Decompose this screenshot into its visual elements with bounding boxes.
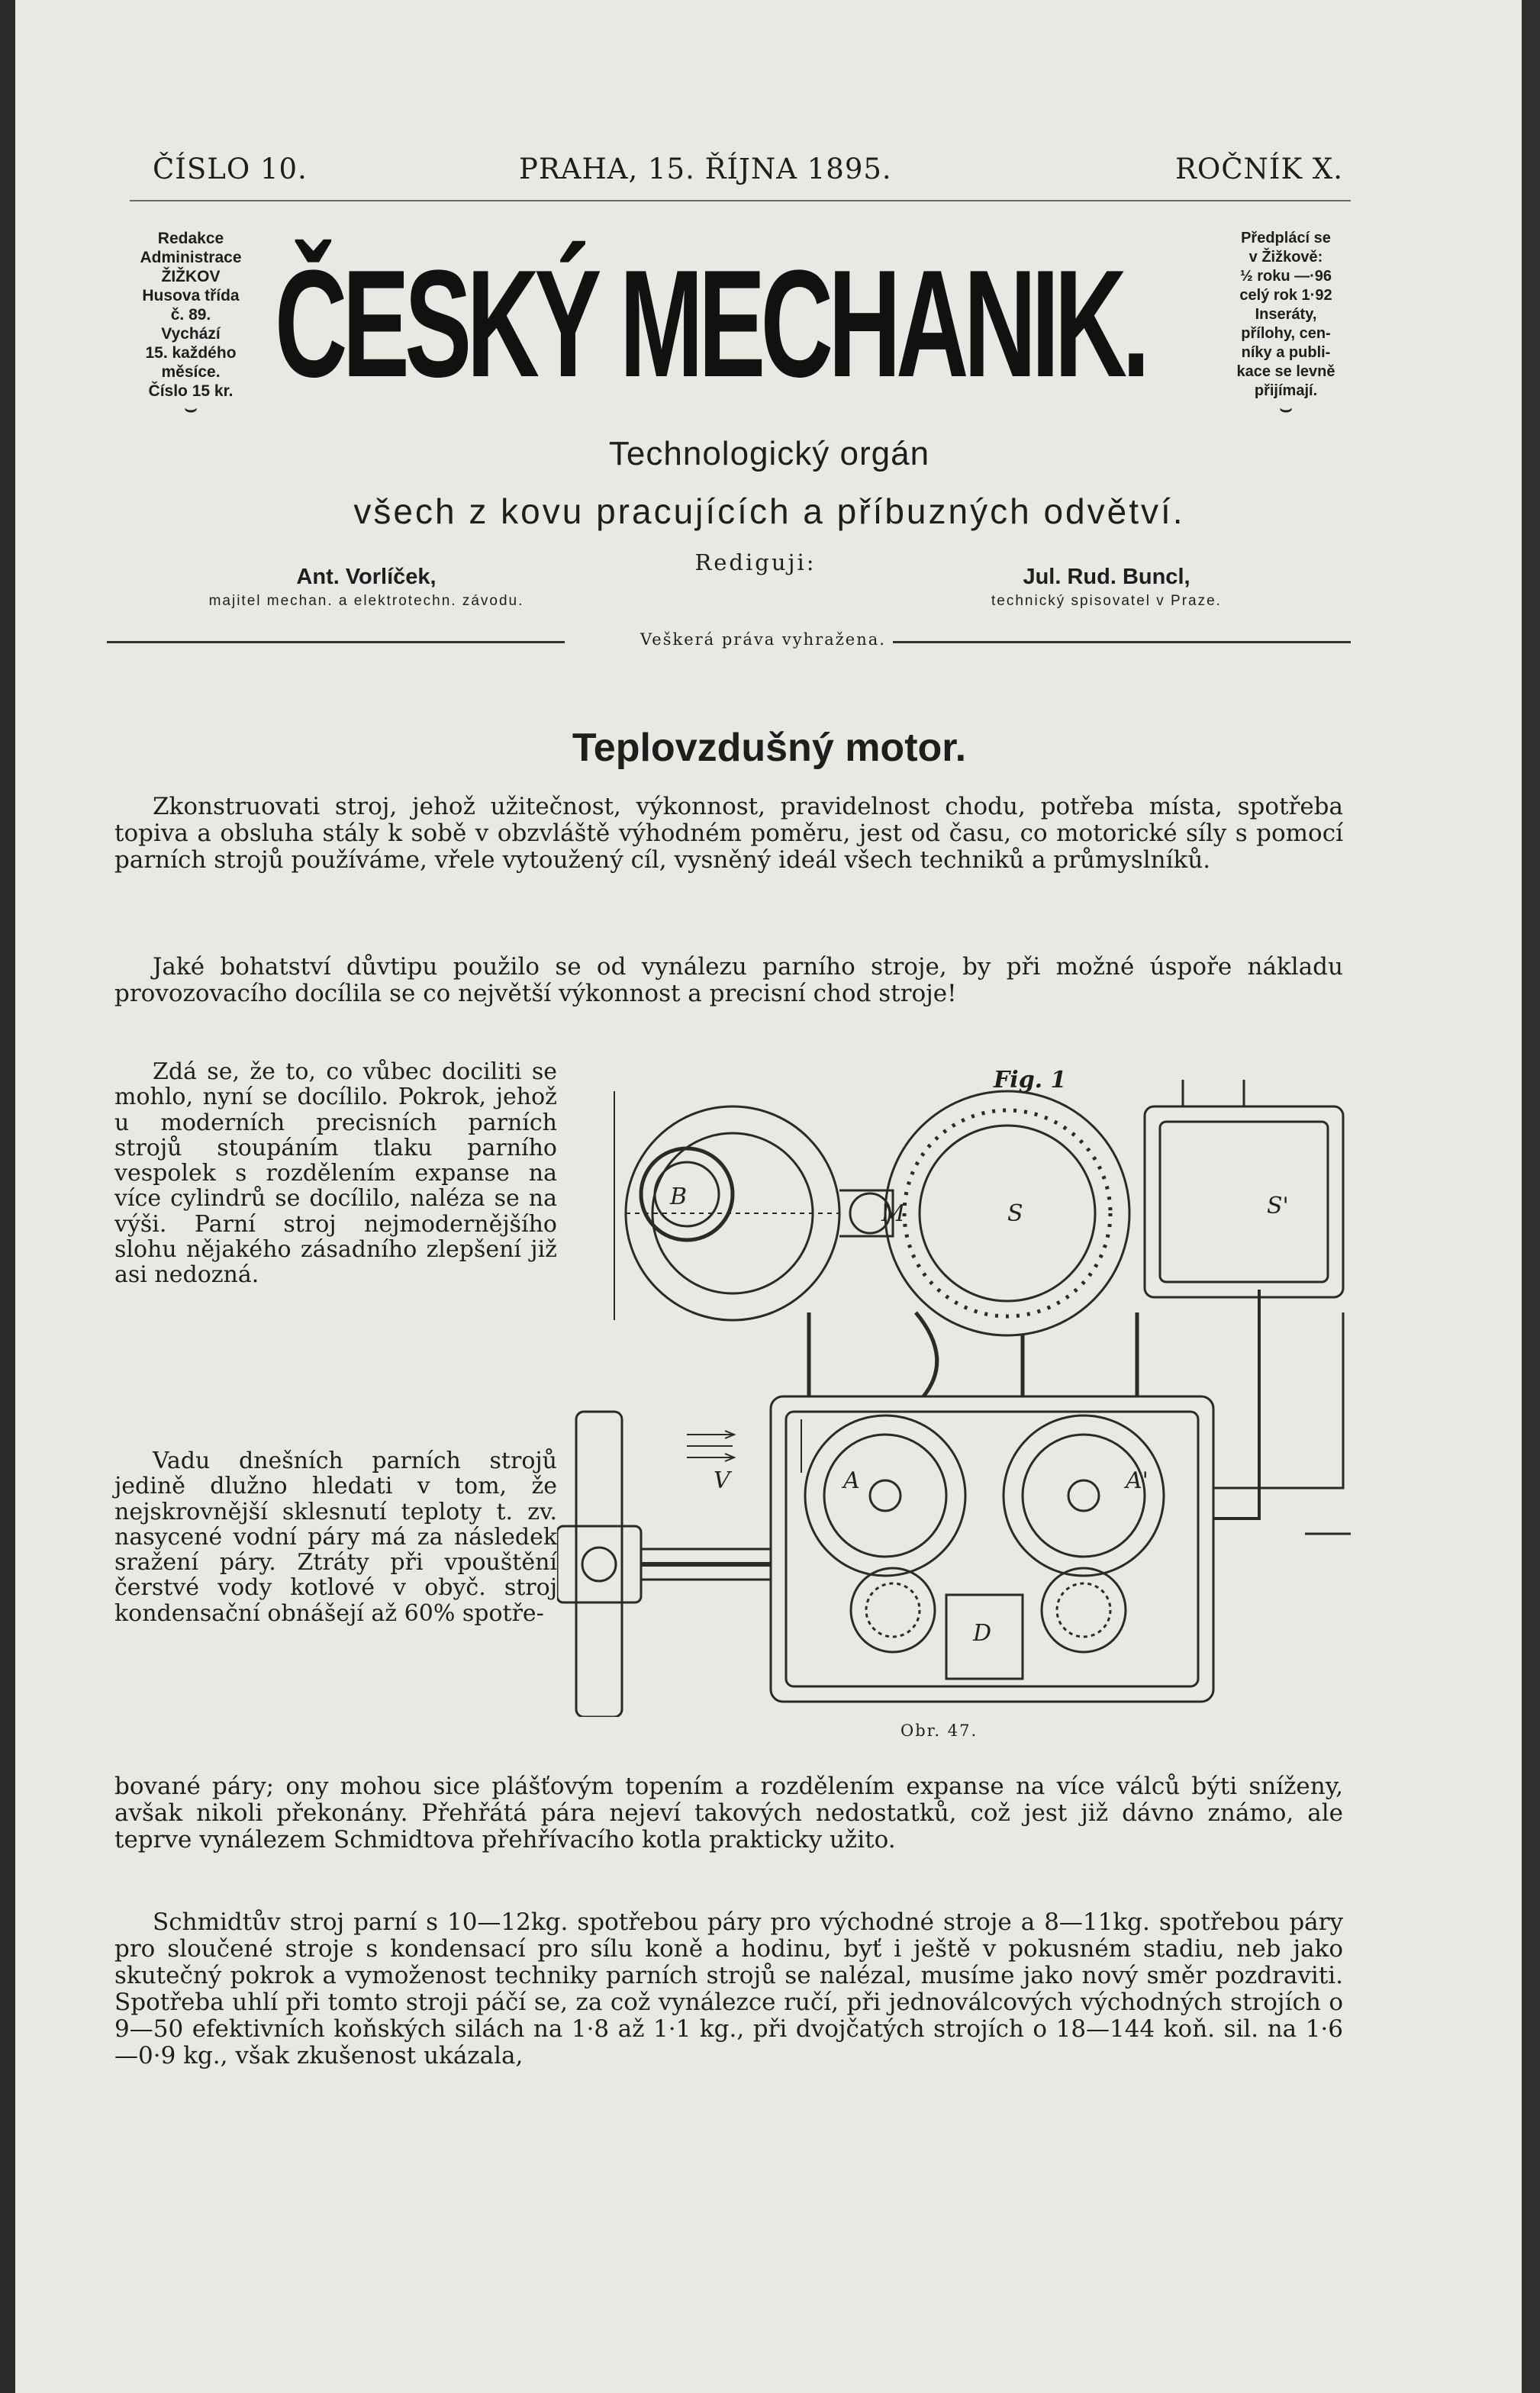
sidebar-left-line: měsíce. bbox=[161, 363, 221, 381]
subtitle-organ: Technologický orgán bbox=[608, 435, 930, 472]
subtitle-scope: všech z kovu pracujících a příbuzných odvětví. bbox=[353, 491, 1185, 531]
paragraph-3: Zdá se, že to, co vůbec dociliti se mohlo, nyní se docílilo. Pokrok, jehož u moderních precisních parních strojů stoupáním tlaku parního vespolek s rozdělením expanse na více cylindrů se docílilo, naléza se na výši. Parní stroj nejmodernějšího slohu nějakého zásadního zlepšení již asi nedozná. bbox=[114, 1058, 557, 1289]
scan-border-left bbox=[0, 0, 15, 2393]
sidebar-left-line: 15. každého bbox=[145, 344, 237, 362]
sidebar-left-line: Administrace bbox=[140, 249, 242, 266]
part-label: M bbox=[881, 1200, 905, 1227]
sidebar-right-line: Předplácí se bbox=[1241, 230, 1331, 246]
sidebar-left-line: Vychází bbox=[161, 325, 221, 343]
editor-right bbox=[893, 565, 1320, 610]
paragraph-1: Zkonstruovati stroj, jehož užitečnost, výkonnost, pravidelnost chodu, potřeba místa, spotřeba topiva a obsluha stály k sobě v obzvláště výhodném poměru, jest od času, co motorické síly s pomocí parních strojů používáme, vřele vytoužený cíl, vysněný ideál všech techniků a průmyslníků. bbox=[114, 793, 1343, 874]
newspaper-title: ČESKÝ MECHANIK. bbox=[275, 239, 1145, 409]
sidebar-left bbox=[114, 229, 267, 420]
sidebar-right-line: v Žižkově: bbox=[1248, 249, 1323, 266]
sidebar-left-line: ŽIŽKOV bbox=[161, 268, 221, 285]
editor-left-name: Ant. Vorlíček, bbox=[296, 565, 437, 589]
engine-diagram bbox=[557, 1061, 1366, 1717]
scan-border-right bbox=[1522, 0, 1540, 2393]
sidebar-right-line: níky a publi- bbox=[1241, 344, 1331, 361]
volume-number: ROČNÍK X. bbox=[1175, 153, 1343, 185]
editor-right-desc: technický spisovatel v Praze. bbox=[991, 593, 1222, 609]
part-label: B bbox=[670, 1184, 688, 1210]
rights-notice: Veškerá práva vyhražena. bbox=[640, 630, 886, 649]
editor-left-desc: majitel mechan. a elektrotechn. závodu. bbox=[208, 593, 524, 609]
sidebar-right-line: Inseráty, bbox=[1255, 306, 1317, 323]
newspaper-page bbox=[15, 0, 1523, 2393]
part-label: S bbox=[1007, 1200, 1023, 1227]
sidebar-left-line: Redakce bbox=[157, 230, 224, 247]
place-date: PRAHA, 15. ŘÍJNA 1895. bbox=[519, 153, 892, 185]
sidebar-left-line: Husova třída bbox=[142, 287, 240, 304]
sidebar-right-line: přílohy, cen- bbox=[1241, 325, 1331, 342]
part-label: A bbox=[843, 1467, 860, 1494]
heater-cylinder-b bbox=[614, 1091, 839, 1320]
part-label: D bbox=[973, 1620, 992, 1647]
rule-left bbox=[107, 641, 565, 643]
ornament: ⌣ bbox=[1279, 397, 1293, 420]
tank-s2 bbox=[1145, 1106, 1343, 1297]
part-label: S' bbox=[1267, 1193, 1289, 1219]
figure-label: Fig. 1 bbox=[994, 1067, 1067, 1093]
paragraph-5: Schmidtův stroj parní s 10—12kg. spotřebou páry pro východné stroje a 8—11kg. spotřebou páry pro sloučené stroje s kondensací pro sílu koně a hodinu, byť i ještě v pokusném stadiu, neb jako skutečný pokrok a vymoženost techniky parních strojů se nalézal, musíme jako nový směr pozdraviti. Spotřeba uhlí při tomto stroji páčí se, za což vynálezce ručí, při jednoválcových východných strojích o 9—50 efektivních koňských silách na 1·8 až 1·1 kg., při dvojčatých strojích o 18—144 koň. sil. na 1·6—0·9 kg., však zkušenost ukázala, bbox=[114, 1908, 1343, 2069]
sidebar-right bbox=[1213, 229, 1358, 420]
part-label: A' bbox=[1126, 1467, 1149, 1494]
editor-right-name: Jul. Rud. Buncl, bbox=[1023, 565, 1190, 589]
editor-left bbox=[153, 565, 580, 610]
paragraph-4-continued: bované páry; ony mohou sice plášťovým topením a rozdělením expanse na více válců býti sníženy, avšak nikoli překonány. Přehřátá pára nejeví takových nedostatků, což jest již dávno známo, ale teprve vynálezem Schmidtova přehřívacího kotla prakticky užito. bbox=[114, 1773, 1343, 1854]
masthead-rule bbox=[130, 200, 1351, 201]
sidebar-left-line: č. 89. bbox=[170, 306, 211, 324]
engine-frame bbox=[771, 1396, 1213, 1702]
rule-right bbox=[893, 641, 1351, 643]
flow-arrows bbox=[687, 1419, 801, 1473]
cylinder-a bbox=[805, 1416, 965, 1576]
sidebar-right-line: celý rok 1·92 bbox=[1239, 287, 1332, 304]
paragraph-2: Jaké bohatství důvtipu použilo se od vynálezu parního stroje, by při možné úspoře nákladu provozovacího docílila se co největší výkonnost a precisní chod stroje! bbox=[114, 953, 1343, 1007]
sidebar-left-line: Číslo 15 kr. bbox=[148, 382, 234, 400]
ornament: ⌣ bbox=[184, 397, 198, 420]
editors-label: Rediguji: bbox=[694, 549, 817, 575]
part-label: V bbox=[714, 1467, 730, 1494]
cylinder-a2 bbox=[1004, 1416, 1164, 1576]
issue-number: ČÍSLO 10. bbox=[153, 153, 308, 185]
article-title: Teplovzdušný motor. bbox=[572, 726, 967, 770]
sidebar-right-line: přijímají. bbox=[1254, 382, 1318, 399]
paragraph-4: Vadu dnešních parních strojů jedině dlužno hledati v tom, že nejskrovnější sklesnutí teploty t. zv. nasycené vodní páry má za následek sražení páry. Ztráty při vpouštění čerstvé vody kotlové v obyč. stroj kondensační obnášejí až 60% spotře- bbox=[114, 1448, 557, 1627]
sidebar-right-line: ½ roku —·96 bbox=[1239, 268, 1332, 285]
sidebar-right-line: kace se levně bbox=[1236, 363, 1335, 380]
figure-caption: Obr. 47. bbox=[900, 1721, 978, 1740]
flywheel bbox=[557, 1412, 771, 1717]
